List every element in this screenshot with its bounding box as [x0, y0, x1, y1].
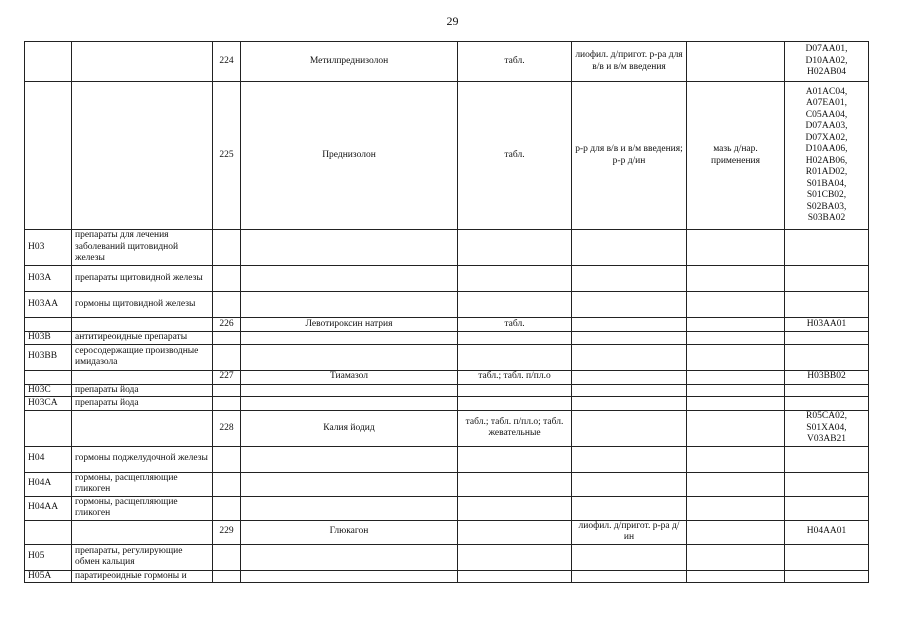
atc-group-code-cell: [25, 42, 72, 82]
table-row: [25, 520, 869, 544]
atc-group-code-cell: H05: [25, 544, 72, 570]
dosage-form-external-cell: [687, 520, 785, 544]
table-row: [25, 266, 869, 292]
table-row: [25, 42, 869, 82]
item-number-cell: [213, 332, 241, 345]
item-number-cell: [213, 446, 241, 472]
drug-name-cell: Метилпреднизолон: [241, 42, 458, 82]
atc-group-code-cell: [25, 411, 72, 447]
drug-name-cell: [241, 332, 458, 345]
dosage-form-injection-cell: лиофил. д/пригот. р-ра д/ин: [572, 520, 687, 544]
table-row: [25, 292, 869, 318]
drug-name-cell: [241, 570, 458, 583]
table-row: [25, 397, 869, 411]
drug-name-cell: Глюкагон: [241, 520, 458, 544]
dosage-form-tablets-cell: [458, 230, 572, 266]
atc-codes-cell: [785, 266, 869, 292]
dosage-form-external-cell: [687, 230, 785, 266]
drug-name-cell: [241, 496, 458, 520]
atc-codes-cell: [785, 397, 869, 411]
atc-codes-cell: [785, 544, 869, 570]
dosage-form-external-cell: [687, 397, 785, 411]
atc-codes-cell: [785, 344, 869, 370]
dosage-form-injection-cell: [572, 344, 687, 370]
drug-name-cell: [241, 544, 458, 570]
dosage-form-injection-cell: [572, 496, 687, 520]
dosage-form-tablets-cell: [458, 397, 572, 411]
atc-codes-cell: D07AA01, D10AA02, H02AB04: [785, 42, 869, 82]
atc-group-code-cell: H03B: [25, 332, 72, 345]
drug-name-cell: [241, 397, 458, 411]
dosage-form-tablets-cell: [458, 384, 572, 397]
drug-name-cell: Левотироксин натрия: [241, 318, 458, 332]
table-row: [25, 82, 869, 230]
dosage-form-injection-cell: [572, 266, 687, 292]
dosage-form-injection-cell: [572, 446, 687, 472]
dosage-form-tablets-cell: [458, 570, 572, 583]
atc-group-code-cell: H04: [25, 446, 72, 472]
dosage-form-injection-cell: [572, 570, 687, 583]
dosage-form-injection-cell: [572, 370, 687, 384]
group-description-cell: [72, 370, 213, 384]
group-description-cell: препараты щитовидной железы: [72, 266, 213, 292]
table-row: [25, 230, 869, 266]
atc-group-code-cell: [25, 370, 72, 384]
group-description-cell: [72, 318, 213, 332]
group-description-cell: [72, 520, 213, 544]
table-row: [25, 496, 869, 520]
dosage-form-tablets-cell: [458, 266, 572, 292]
dosage-form-tablets-cell: [458, 520, 572, 544]
atc-group-code-cell: H03CA: [25, 397, 72, 411]
table-row: [25, 472, 869, 496]
dosage-form-tablets-cell: табл.: [458, 318, 572, 332]
dosage-form-injection-cell: [572, 411, 687, 447]
atc-codes-cell: [785, 332, 869, 345]
item-number-cell: 228: [213, 411, 241, 447]
dosage-form-tablets-cell: [458, 446, 572, 472]
dosage-form-external-cell: [687, 544, 785, 570]
group-description-cell: гормоны поджелудочной железы: [72, 446, 213, 472]
table-body: [25, 42, 869, 583]
group-description-cell: серосодержащие производные имидазола: [72, 344, 213, 370]
table-row: [25, 544, 869, 570]
dosage-form-injection-cell: [572, 230, 687, 266]
group-description-cell: паратиреоидные гормоны и: [72, 570, 213, 583]
dosage-form-injection-cell: [572, 544, 687, 570]
drug-name-cell: [241, 344, 458, 370]
atc-codes-cell: [785, 230, 869, 266]
dosage-form-tablets-cell: табл.: [458, 42, 572, 82]
dosage-form-injection-cell: р-р для в/в и в/м введения; р-р д/ин: [572, 82, 687, 230]
item-number-cell: [213, 397, 241, 411]
item-number-cell: [213, 230, 241, 266]
item-number-cell: 224: [213, 42, 241, 82]
item-number-cell: 225: [213, 82, 241, 230]
table-row: [25, 370, 869, 384]
item-number-cell: [213, 266, 241, 292]
table-row: [25, 332, 869, 345]
dosage-form-injection-cell: [572, 472, 687, 496]
dosage-form-external-cell: [687, 370, 785, 384]
group-description-cell: препараты для лечения заболеваний щитовидной железы: [72, 230, 213, 266]
group-description-cell: [72, 82, 213, 230]
dosage-form-tablets-cell: [458, 472, 572, 496]
item-number-cell: 226: [213, 318, 241, 332]
table-row: [25, 384, 869, 397]
group-description-cell: гормоны, расщепляющие гликоген: [72, 496, 213, 520]
dosage-form-external-cell: [687, 472, 785, 496]
dosage-form-external-cell: [687, 344, 785, 370]
dosage-form-external-cell: [687, 318, 785, 332]
group-description-cell: антитиреоидные препараты: [72, 332, 213, 345]
drug-name-cell: Преднизолон: [241, 82, 458, 230]
dosage-form-injection-cell: [572, 292, 687, 318]
atc-codes-cell: [785, 384, 869, 397]
drug-name-cell: [241, 292, 458, 318]
drug-name-cell: [241, 446, 458, 472]
atc-group-code-cell: [25, 82, 72, 230]
table-row: [25, 446, 869, 472]
atc-group-code-cell: H03BB: [25, 344, 72, 370]
drug-name-cell: [241, 472, 458, 496]
group-description-cell: гормоны щитовидной железы: [72, 292, 213, 318]
atc-codes-cell: [785, 570, 869, 583]
atc-group-code-cell: [25, 520, 72, 544]
atc-group-code-cell: H03C: [25, 384, 72, 397]
drug-name-cell: Тиамазол: [241, 370, 458, 384]
dosage-form-tablets-cell: [458, 292, 572, 318]
item-number-cell: [213, 570, 241, 583]
item-number-cell: [213, 292, 241, 318]
dosage-form-tablets-cell: табл.; табл. п/пл.о: [458, 370, 572, 384]
atc-codes-cell: H04AA01: [785, 520, 869, 544]
atc-codes-cell: [785, 472, 869, 496]
atc-group-code-cell: H03: [25, 230, 72, 266]
atc-group-code-cell: H04AA: [25, 496, 72, 520]
group-description-cell: гормоны, расщепляющие гликоген: [72, 472, 213, 496]
dosage-form-external-cell: [687, 42, 785, 82]
dosage-form-injection-cell: [572, 384, 687, 397]
dosage-form-external-cell: [687, 384, 785, 397]
drug-name-cell: [241, 384, 458, 397]
drug-table: [24, 41, 869, 583]
dosage-form-external-cell: [687, 266, 785, 292]
atc-codes-cell: H03BB02: [785, 370, 869, 384]
dosage-form-external-cell: [687, 292, 785, 318]
dosage-form-tablets-cell: [458, 544, 572, 570]
dosage-form-injection-cell: [572, 318, 687, 332]
table-row: [25, 318, 869, 332]
dosage-form-injection-cell: [572, 397, 687, 411]
dosage-form-external-cell: [687, 496, 785, 520]
atc-codes-cell: [785, 496, 869, 520]
group-description-cell: препараты йода: [72, 397, 213, 411]
dosage-form-tablets-cell: [458, 332, 572, 345]
atc-codes-cell: R05CA02, S01XA04, V03AB21: [785, 411, 869, 447]
atc-group-code-cell: H03AA: [25, 292, 72, 318]
item-number-cell: 229: [213, 520, 241, 544]
table-row: [25, 570, 869, 583]
atc-codes-cell: [785, 292, 869, 318]
dosage-form-tablets-cell: табл.; табл. п/пл.о; табл. жевательные: [458, 411, 572, 447]
atc-codes-cell: H03AA01: [785, 318, 869, 332]
drug-name-cell: Калия йодид: [241, 411, 458, 447]
drug-name-cell: [241, 230, 458, 266]
item-number-cell: 227: [213, 370, 241, 384]
table-row: [25, 344, 869, 370]
dosage-form-external-cell: [687, 411, 785, 447]
item-number-cell: [213, 344, 241, 370]
dosage-form-external-cell: мазь д/нар. применения: [687, 82, 785, 230]
table-row: [25, 411, 869, 447]
atc-group-code-cell: H03A: [25, 266, 72, 292]
atc-codes-cell: A01AC04, A07EA01, C05AA04, D07AA03, D07XA02, D10AA06, H02AB06, R01AD02, S01BA04, S01CB02, S02BA03, S03BA02: [785, 82, 869, 230]
item-number-cell: [213, 496, 241, 520]
item-number-cell: [213, 544, 241, 570]
group-description-cell: препараты, регулирующие обмен кальция: [72, 544, 213, 570]
atc-group-code-cell: H05A: [25, 570, 72, 583]
group-description-cell: [72, 42, 213, 82]
dosage-form-tablets-cell: [458, 496, 572, 520]
dosage-form-injection-cell: [572, 332, 687, 345]
dosage-form-tablets-cell: табл.: [458, 82, 572, 230]
dosage-form-external-cell: [687, 570, 785, 583]
dosage-form-injection-cell: лиофил. д/пригот. р-ра для в/в и в/м введения: [572, 42, 687, 82]
dosage-form-external-cell: [687, 446, 785, 472]
atc-group-code-cell: [25, 318, 72, 332]
atc-group-code-cell: H04A: [25, 472, 72, 496]
group-description-cell: препараты йода: [72, 384, 213, 397]
item-number-cell: [213, 472, 241, 496]
atc-codes-cell: [785, 446, 869, 472]
dosage-form-tablets-cell: [458, 344, 572, 370]
dosage-form-external-cell: [687, 332, 785, 345]
page-number: 29: [446, 14, 459, 28]
drug-name-cell: [241, 266, 458, 292]
group-description-cell: [72, 411, 213, 447]
item-number-cell: [213, 384, 241, 397]
